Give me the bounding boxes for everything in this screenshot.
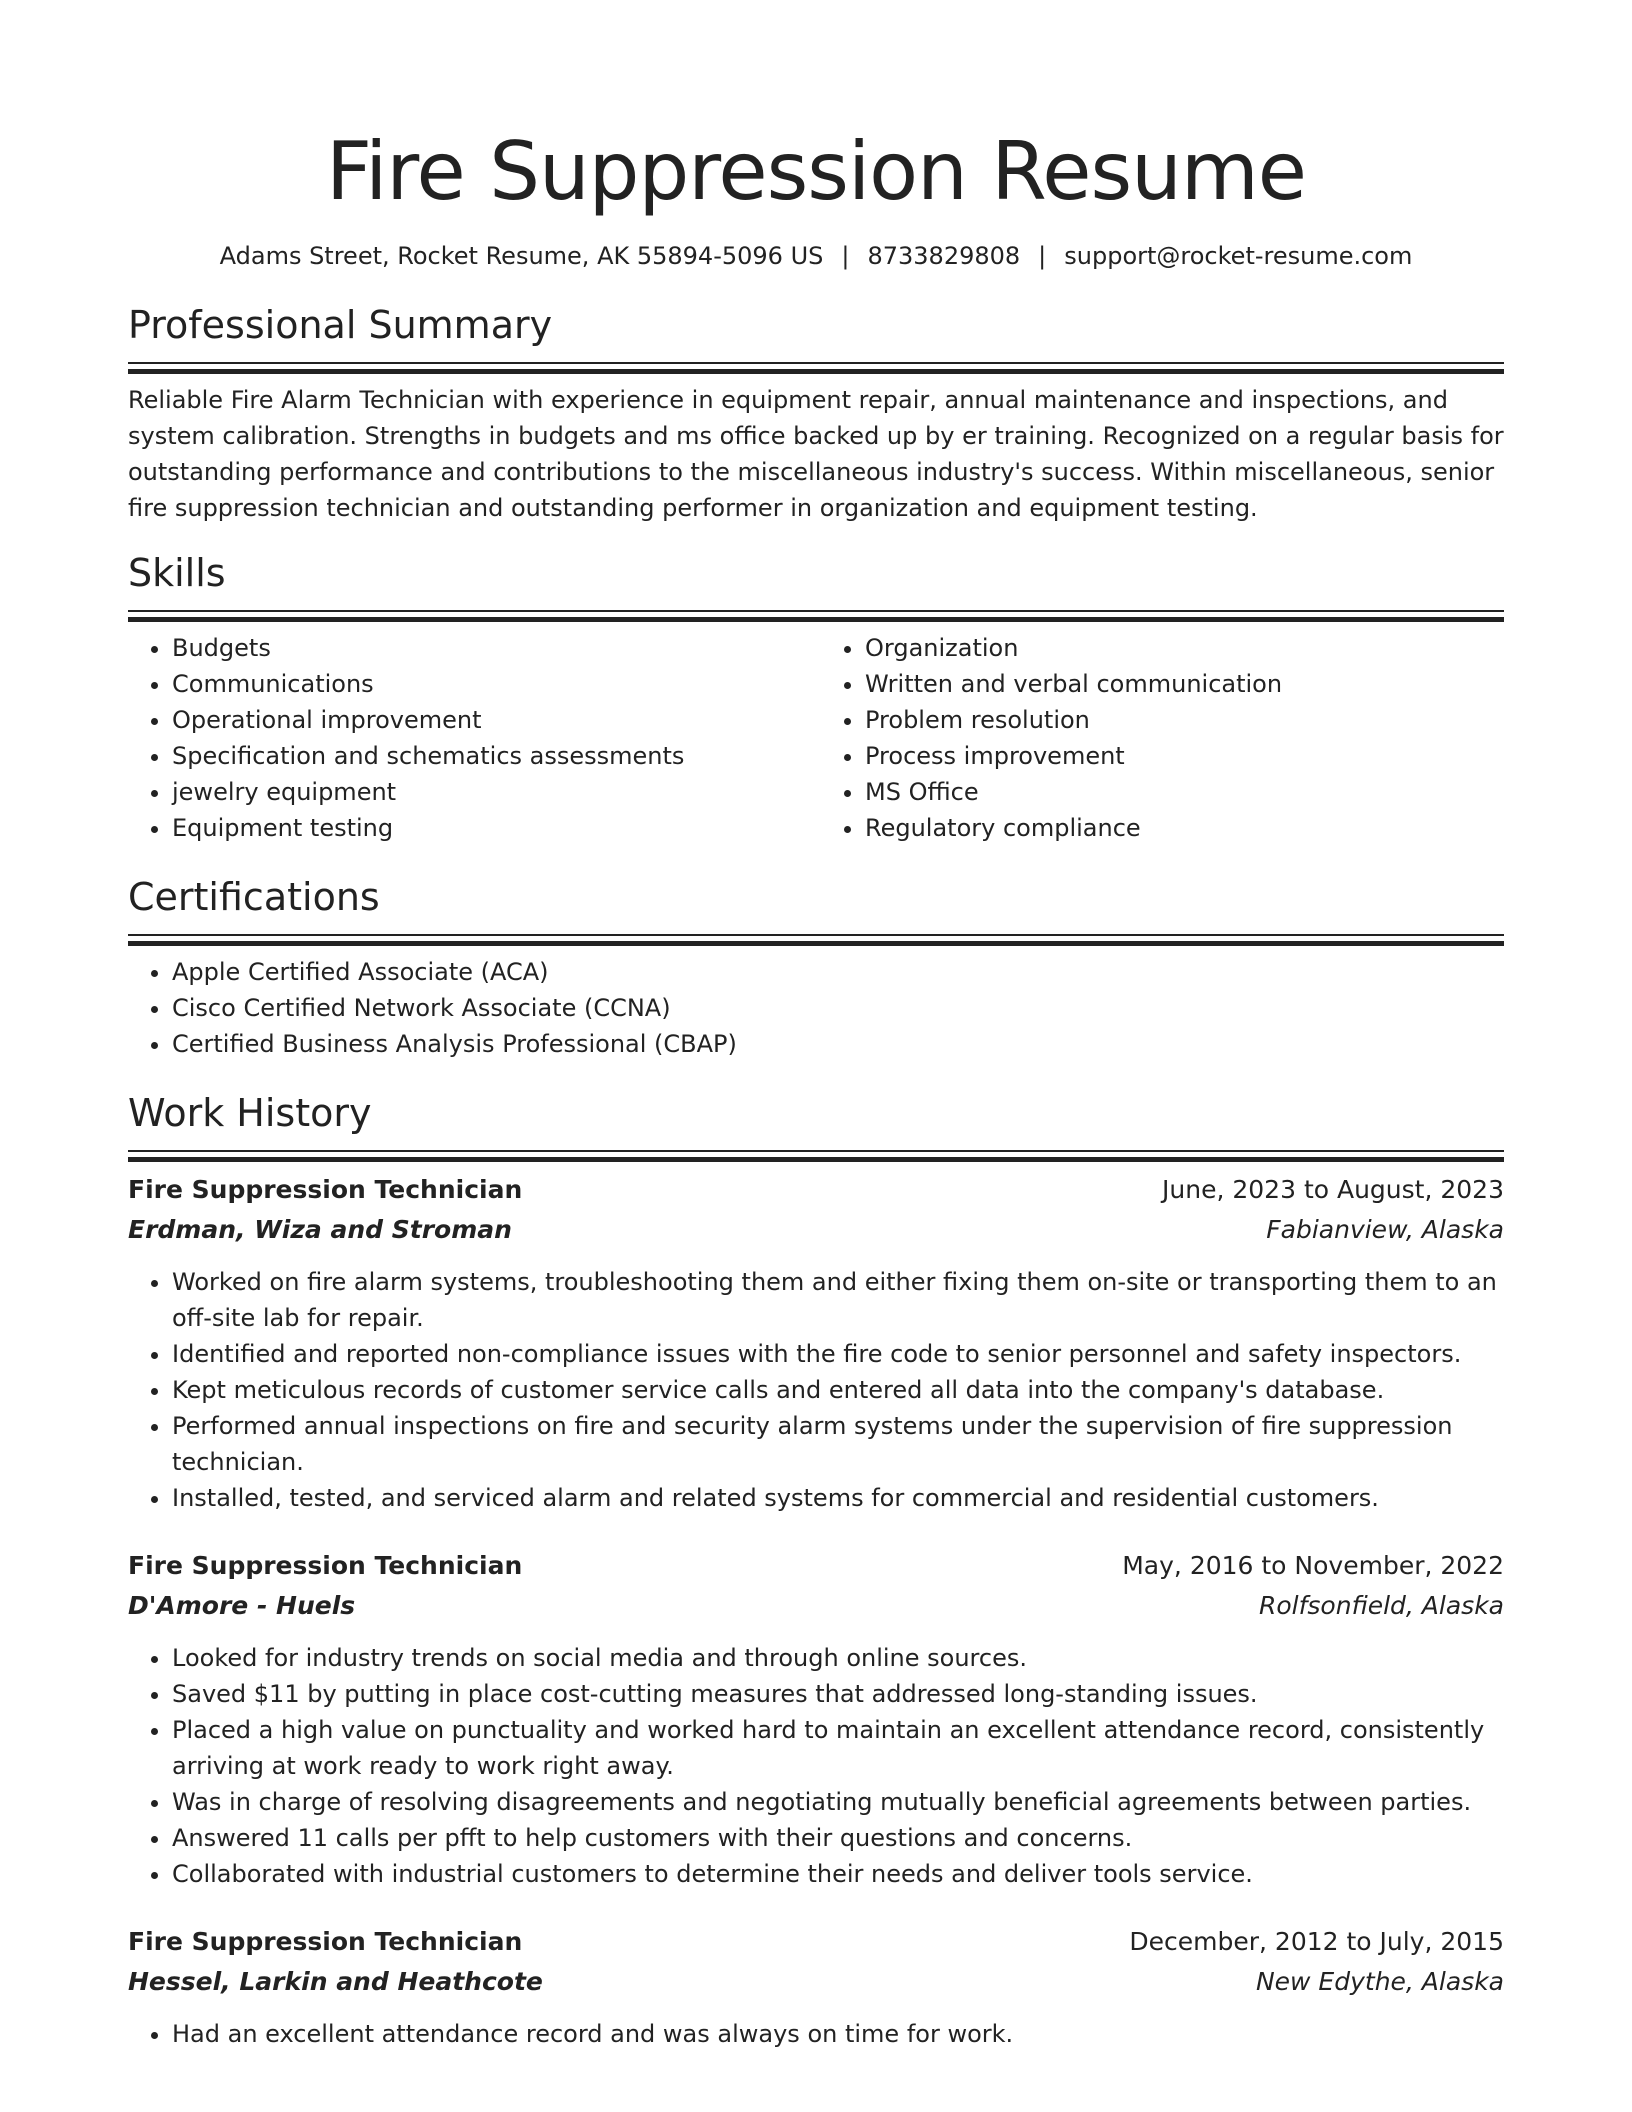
job-bullet: • Kept meticulous records of customer service calls and entered all data into the company's database. bbox=[172, 1372, 1504, 1408]
job-company-row bbox=[128, 1962, 1504, 2002]
skills-list-right bbox=[816, 630, 1504, 846]
job-bullet-list bbox=[128, 2016, 1504, 2052]
skill-item: • Communications bbox=[172, 666, 816, 702]
job-company: Erdman, Wiza and Stroman bbox=[128, 1215, 512, 1244]
job-bullet: • Was in charge of resolving disagreements and negotiating mutually beneficial agreements between parties. bbox=[172, 1784, 1504, 1820]
section-divider bbox=[128, 1150, 1504, 1152]
job-title: Fire Suppression Technician bbox=[128, 1551, 523, 1580]
work-history-section bbox=[128, 1090, 1504, 2052]
job-company-row bbox=[128, 1210, 1504, 1250]
job-bullet: • Answered 11 calls per pfft to help customers with their questions and concerns. bbox=[172, 1820, 1504, 1856]
job-location: New Edythe, Alaska bbox=[1255, 1967, 1504, 1996]
job-entry bbox=[128, 1546, 1504, 1892]
contact-phone: 8733829808 bbox=[867, 242, 1021, 270]
certifications-section bbox=[128, 874, 1504, 1062]
job-dates: December, 2012 to July, 2015 bbox=[1129, 1927, 1504, 1956]
skill-item: • jewelry equipment bbox=[172, 774, 816, 810]
skill-item: • Written and verbal communication bbox=[865, 666, 1504, 702]
skill-item: • Regulatory compliance bbox=[865, 810, 1504, 846]
job-dates: May, 2016 to November, 2022 bbox=[1122, 1551, 1504, 1580]
certifications-list bbox=[128, 954, 1504, 1062]
job-bullet: • Collaborated with industrial customers to determine their needs and deliver tools service. bbox=[172, 1856, 1504, 1892]
contact-email[interactable]: support@rocket-resume.com bbox=[1064, 242, 1413, 270]
job-entry bbox=[128, 1170, 1504, 1516]
skill-item: • MS Office bbox=[865, 774, 1504, 810]
contact-address: Adams Street, Rocket Resume, AK 55894-5096 US bbox=[219, 242, 824, 270]
job-header-row bbox=[128, 1170, 1504, 1210]
job-bullet: • Performed annual inspections on fire and security alarm systems under the supervision of fire suppression technician. bbox=[172, 1408, 1504, 1480]
job-title: Fire Suppression Technician bbox=[128, 1927, 523, 1956]
job-title: Fire Suppression Technician bbox=[128, 1175, 523, 1204]
contact-line bbox=[128, 240, 1504, 272]
job-bullet-list bbox=[128, 1640, 1504, 1892]
job-dates: June, 2023 to August, 2023 bbox=[1162, 1175, 1504, 1204]
jobs-list bbox=[128, 1170, 1504, 2052]
job-bullet: • Identified and reported non-compliance issues with the fire code to senior personnel and safety inspectors. bbox=[172, 1336, 1504, 1372]
certification-item: • Cisco Certified Network Associate (CCNA) bbox=[172, 990, 1504, 1026]
section-divider bbox=[128, 934, 1504, 936]
job-company-row bbox=[128, 1586, 1504, 1626]
skill-item: • Problem resolution bbox=[865, 702, 1504, 738]
skills-section bbox=[128, 550, 1504, 846]
job-location: Fabianview, Alaska bbox=[1266, 1215, 1504, 1244]
job-company: D'Amore - Huels bbox=[128, 1591, 356, 1620]
skill-item: • Process improvement bbox=[865, 738, 1504, 774]
contact-separator: | bbox=[841, 242, 850, 270]
job-bullet: • Had an excellent attendance record and was always on time for work. bbox=[172, 2016, 1504, 2052]
certification-item: • Certified Business Analysis Professional (CBAP) bbox=[172, 1026, 1504, 1062]
section-title-summary: Professional Summary bbox=[128, 303, 553, 347]
job-header-row bbox=[128, 1546, 1504, 1586]
skill-item: • Organization bbox=[865, 630, 1504, 666]
skills-list-left bbox=[128, 630, 816, 846]
job-bullet: • Installed, tested, and serviced alarm and related systems for commercial and residential customers. bbox=[172, 1480, 1504, 1516]
job-bullet-list bbox=[128, 1264, 1504, 1516]
section-title-skills: Skills bbox=[128, 551, 226, 595]
skill-item: • Budgets bbox=[172, 630, 816, 666]
section-title-certifications: Certifications bbox=[128, 875, 380, 919]
resume-title: Fire Suppression Resume bbox=[325, 125, 1306, 218]
section-divider bbox=[128, 362, 1504, 364]
contact-separator: | bbox=[1038, 242, 1047, 270]
section-title-work-history: Work History bbox=[128, 1091, 372, 1135]
skill-item: • Operational improvement bbox=[172, 702, 816, 738]
job-company: Hessel, Larkin and Heathcote bbox=[128, 1967, 543, 1996]
job-entry bbox=[128, 1922, 1504, 2052]
job-bullet: • Saved $11 by putting in place cost-cutting measures that addressed long-standing issues. bbox=[172, 1676, 1504, 1712]
section-divider bbox=[128, 610, 1504, 612]
job-header-row bbox=[128, 1922, 1504, 1962]
skills-grid bbox=[128, 630, 1504, 846]
certification-item: • Apple Certified Associate (ACA) bbox=[172, 954, 1504, 990]
job-bullet: • Looked for industry trends on social media and through online sources. bbox=[172, 1640, 1504, 1676]
job-bullet: • Placed a high value on punctuality and worked hard to maintain an excellent attendance record, consistently arriving at work ready to work right away. bbox=[172, 1712, 1504, 1784]
summary-text: Reliable Fire Alarm Technician with experience in equipment repair, annual maintenance and inspections, and system calibration. Strengths in budgets and ms office backed up by er training. Recognized on a regular basis for outstanding performance and contributions to the miscellaneous industry's success. Within miscellaneous, senior fire suppression technician and outstanding performer in organization and equipment testing. bbox=[128, 386, 1504, 522]
resume-page bbox=[128, 0, 1504, 2082]
job-location: Rolfsonfield, Alaska bbox=[1258, 1591, 1504, 1620]
summary-section bbox=[128, 302, 1504, 526]
job-bullet: • Worked on fire alarm systems, troubleshooting them and either fixing them on-site or transporting them to an off-site lab for repair. bbox=[172, 1264, 1504, 1336]
skill-item: • Specification and schematics assessments bbox=[172, 738, 816, 774]
skill-item: • Equipment testing bbox=[172, 810, 816, 846]
